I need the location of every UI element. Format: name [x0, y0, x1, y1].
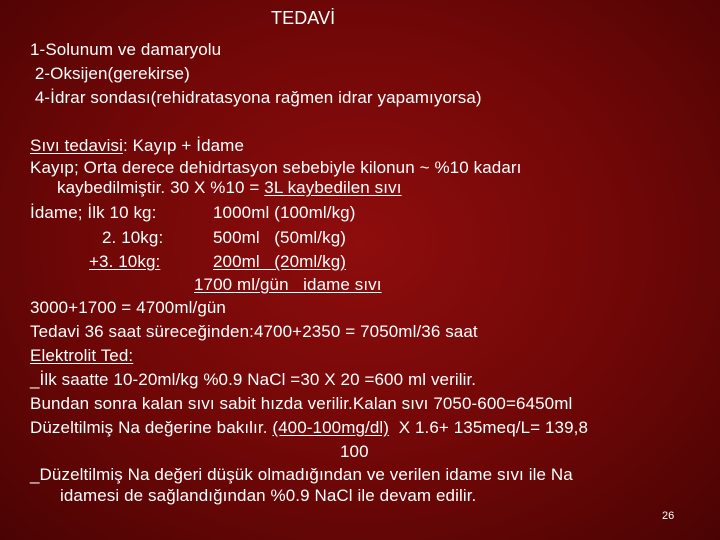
corrected-na-text: Düzeltilmiş Na değerine bakılır.	[30, 418, 273, 437]
maintenance-value-1: 1000ml (100ml/kg)	[213, 203, 356, 222]
maintenance-label: İdame; İlk 10 kg:	[30, 203, 157, 222]
maintenance-total: 1700 ml/gün idame sıvı	[194, 275, 382, 294]
maintenance-row-2-value: 500ml (50ml/kg)	[213, 228, 347, 247]
slide-title: TEDAVİ	[271, 8, 336, 28]
maintenance-row-3-value: 200ml (20ml/kg)	[213, 252, 347, 271]
loss-calc: kaybedilmiştir. 30 X %10 =	[57, 178, 265, 197]
maintenance-row-2-label: 2. 10kg:	[102, 228, 164, 247]
loss-line-2	[57, 178, 402, 198]
treatment-duration: Tedavi 36 saat süreceğinden:4700+2350 = 7050ml/36 saat	[30, 322, 478, 341]
fluid-therapy-formula: : Kayıp + İdame	[122, 136, 244, 155]
daily-total: 3000+1700 = 4700ml/gün	[30, 298, 226, 317]
electrolyte-heading: Elektrolit Ted:	[30, 346, 134, 365]
electrolyte-line-6: idamesi de sağlandığından %0.9 NaCl ile devam edilir.	[60, 486, 477, 505]
loss-result: 3L kaybedilen sıvı	[264, 178, 402, 197]
page-number: 26	[662, 510, 675, 522]
fluid-therapy-line	[30, 136, 244, 156]
step-2: 2-Oksijen(gerekirse)	[30, 64, 190, 83]
fluid-therapy-label: Sıvı tedavisi	[30, 136, 123, 155]
step-1: 1-Solunum ve damaryolu	[30, 40, 222, 59]
electrolyte-line-3	[30, 418, 588, 438]
electrolyte-line-2: Bundan sonra kalan sıvı sabit hızda verilir.Kalan sıvı 7050-600=6450ml	[30, 394, 573, 413]
corrected-na-numerator: (400-100mg/dl)	[272, 418, 390, 437]
electrolyte-line-1: _İlk saatte 10-20ml/kg %0.9 NaCl =30 X 20 =600 ml verilir.	[30, 370, 477, 389]
loss-line-1: Kayıp; Orta derece dehidrtasyon sebebiyle kilonun ~ %10 kadarı	[30, 158, 522, 177]
corrected-na-denominator: 100	[340, 442, 369, 461]
maintenance-row-3-label: +3. 10kg:	[89, 252, 161, 271]
electrolyte-line-5: _Düzeltilmiş Na değeri düşük olmadığından ve verilen idame sıvı ile Na	[30, 465, 573, 484]
corrected-na-formula: X 1.6+ 135meq/L= 139,8	[389, 418, 589, 437]
step-3: 4-İdrar sondası(rehidratasyona rağmen idrar yapamıyorsa)	[30, 88, 482, 107]
